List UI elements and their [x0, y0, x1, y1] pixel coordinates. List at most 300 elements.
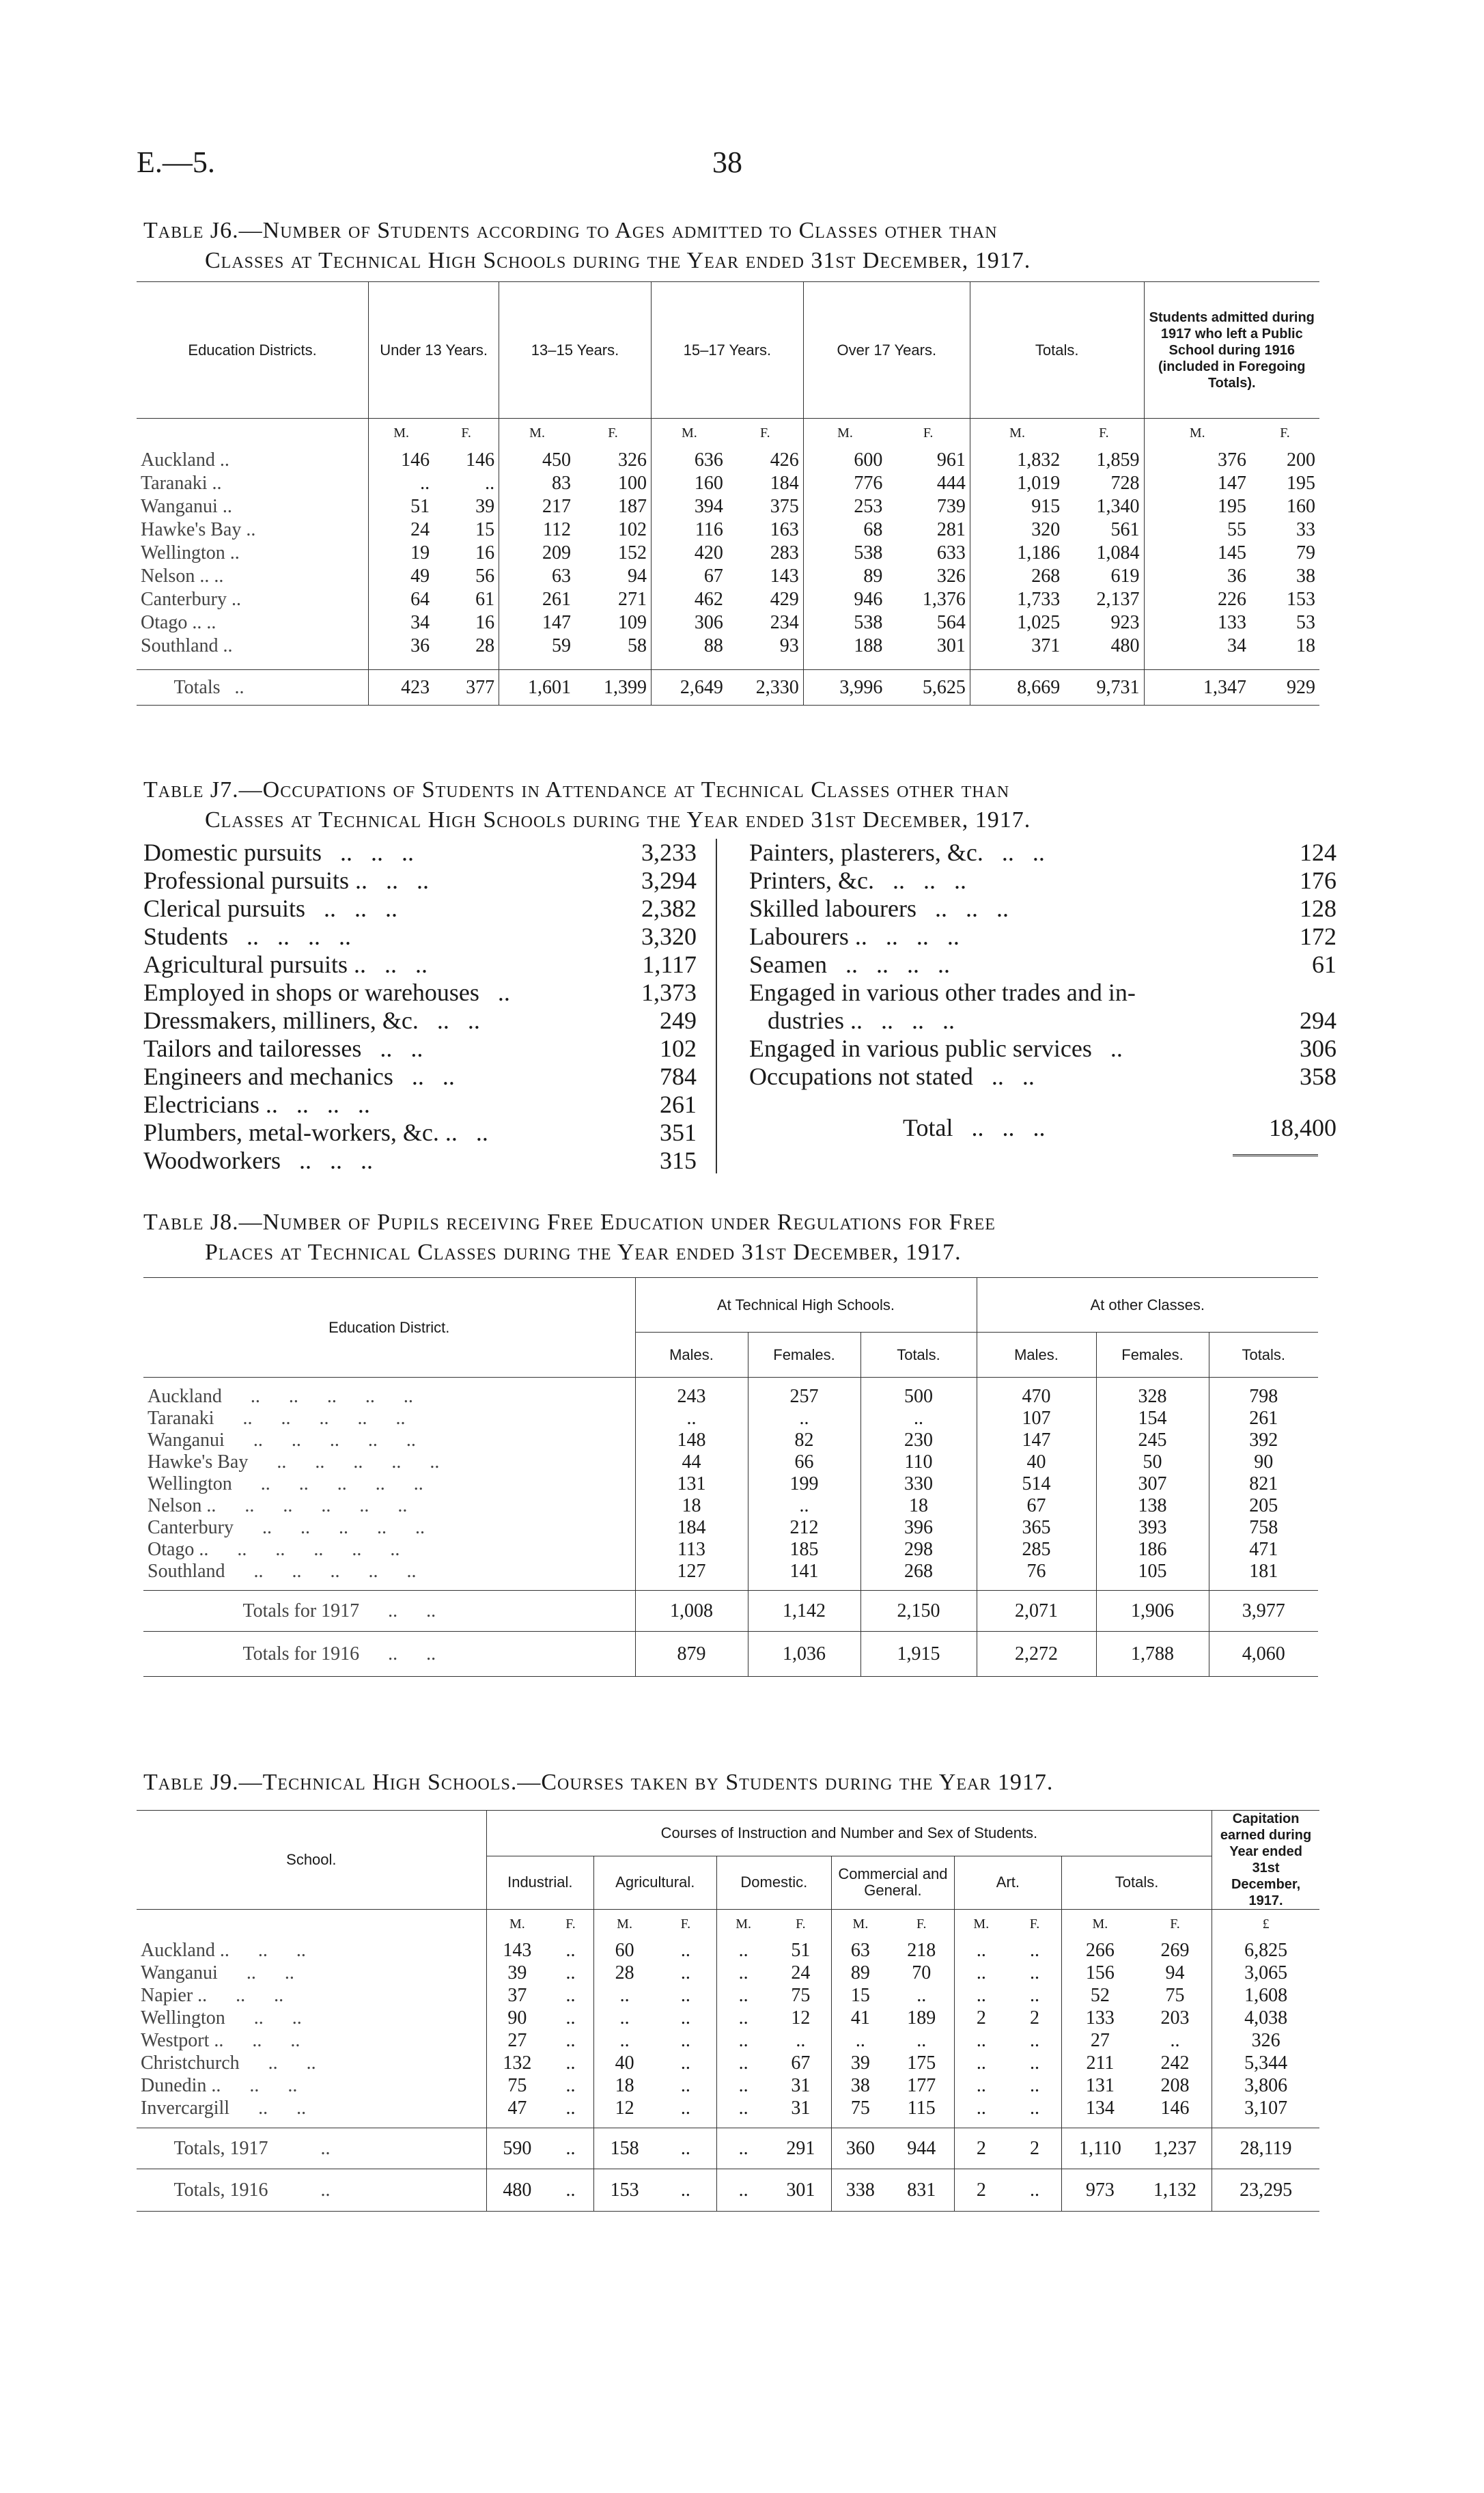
j8-cell: 471 — [1209, 1539, 1318, 1561]
j6-cell: 420 — [651, 542, 727, 565]
j9-cell: 15 — [832, 1985, 889, 2007]
j8-cell: 230 — [860, 1430, 977, 1451]
j8-cell: 2,272 — [977, 1632, 1096, 1677]
j7-occupation-label: Employed in shops or warehouses .. — [143, 979, 510, 1006]
j9-cell: .. — [565, 1962, 576, 1983]
j6-cell: 564 — [936, 611, 966, 633]
j9-school-name: Wellington .. .. — [141, 2007, 302, 2029]
j9-header-totals: Totals. — [1062, 1856, 1212, 1909]
j8-cell: 514 — [977, 1473, 1096, 1495]
j8-cell: 392 — [1209, 1430, 1318, 1451]
j9-cell: 39 — [832, 2052, 889, 2075]
j9-cell: .. — [593, 2030, 655, 2052]
j6-cell: 301 — [936, 635, 966, 656]
j6-cell: 444 — [936, 472, 966, 494]
j9-cell: 18 — [593, 2075, 655, 2098]
j6-cell: 163 — [770, 518, 799, 540]
j9-cell: 590 — [486, 2128, 548, 2169]
j6-district-name: Taranaki .. — [141, 472, 222, 494]
j8-cell: 131 — [635, 1473, 748, 1495]
j6-cell: 226 — [1144, 588, 1250, 611]
j9-cell: .. — [680, 2179, 690, 2201]
j9-school-name: Invercargill .. .. — [141, 2098, 307, 2119]
table-j8-title — [143, 1208, 1332, 1268]
j9-cell: 133 — [1062, 2007, 1138, 2030]
j9-cell: .. — [565, 1985, 576, 2006]
j7-column-divider — [716, 839, 717, 1173]
j6-cell: 915 — [970, 495, 1064, 518]
j7-occupation-value: 102 — [660, 1035, 697, 1062]
j7-occupation-row — [143, 895, 697, 923]
table-j6-title — [143, 216, 1332, 276]
j7-occupation-label: Electricians .. .. .. .. — [143, 1091, 370, 1118]
j6-cell: 2,649 — [651, 670, 727, 706]
j6-cell: 147 — [499, 611, 575, 635]
j6-district-name: Hawke's Bay .. — [141, 518, 256, 540]
j7-occupation-value: 358 — [1300, 1063, 1336, 1090]
j9-cell: 2 — [954, 2128, 1008, 2169]
j6-cell: 34 — [369, 611, 434, 635]
j9-cell: 211 — [1062, 2052, 1138, 2075]
j6-district-name: Wellington .. — [141, 542, 240, 563]
j6-cell: 923 — [1110, 611, 1140, 633]
j9-cell: .. — [716, 2128, 770, 2169]
j6-cell: 143 — [770, 565, 799, 587]
j9-row — [137, 2075, 1319, 2098]
j7-occupation-row — [143, 867, 697, 895]
j6-mf-label: M. — [803, 419, 886, 449]
j8-cell: 285 — [977, 1539, 1096, 1561]
j9-cell: .. — [680, 2098, 690, 2119]
j7-total-rule — [1233, 1154, 1318, 1156]
j6-cell: 728 — [1110, 472, 1140, 494]
j8-cell: 307 — [1096, 1473, 1209, 1495]
j6-cell: 109 — [617, 611, 647, 633]
j6-cell: 184 — [770, 472, 799, 494]
j6-cell: 88 — [651, 635, 727, 658]
j6-header-13-15: 13–15 Years. — [499, 282, 652, 419]
j8-totals-row — [143, 1632, 1318, 1677]
j8-district-name: Hawke's Bay .. .. .. .. .. — [148, 1451, 440, 1473]
j6-cell: 153 — [1287, 588, 1315, 610]
j6-cell: 34 — [1144, 635, 1250, 658]
table-j7-title-line1: Table J7.—Occupations of Students in Attendance at Technical Classes other than — [143, 777, 1010, 803]
j8-cell: 1,142 — [748, 1591, 860, 1632]
j6-cell: 28 — [475, 635, 495, 656]
j8-header-totals: Totals. — [1209, 1333, 1318, 1378]
j8-district-name: Southland .. .. .. .. .. — [148, 1560, 417, 1582]
j6-cell: 59 — [499, 635, 575, 658]
j9-header-art: Art. — [954, 1856, 1061, 1909]
j6-cell: 64 — [369, 588, 434, 611]
j9-cell: .. — [680, 1985, 690, 2006]
j9-school-name: Westport .. .. .. — [141, 2030, 300, 2051]
j9-row — [137, 2052, 1319, 2075]
table-j6-title-line1: Table J6.—Number of Students according to Ages admitted to Classes other than — [143, 218, 998, 243]
j8-district-name: Auckland .. .. .. .. .. — [148, 1385, 413, 1407]
j6-cell: 619 — [1110, 565, 1140, 587]
j6-mf-label: F. — [1280, 426, 1290, 441]
j9-school-name: Christchurch .. .. — [141, 2052, 316, 2074]
j9-cell: 973 — [1062, 2169, 1138, 2212]
j9-cell: 38 — [832, 2075, 889, 2098]
j9-cell: 189 — [907, 2007, 936, 2029]
j7-total-label: Total .. .. .. — [903, 1114, 1046, 1141]
j6-cell: 375 — [770, 495, 799, 517]
j8-cell: 1,906 — [1096, 1591, 1209, 1632]
j9-cell: .. — [1029, 1962, 1039, 1983]
j9-totals-row — [137, 2169, 1319, 2212]
j9-cell: 208 — [1160, 2075, 1190, 2096]
j9-cell: 153 — [593, 2169, 655, 2212]
j8-cell: .. — [748, 1495, 860, 1517]
j9-cell: 115 — [907, 2098, 936, 2119]
j6-cell: 1,025 — [970, 611, 1064, 635]
j7-occupation-value: 1,117 — [642, 951, 697, 978]
j6-cell: 1,376 — [922, 588, 966, 610]
j6-cell: 1,019 — [970, 472, 1064, 495]
j9-cell: .. — [716, 2007, 770, 2030]
j8-district-name: Canterbury .. .. .. .. .. — [148, 1516, 425, 1538]
j9-cell: .. — [916, 2030, 927, 2051]
j8-cell: 186 — [1096, 1539, 1209, 1561]
j6-cell: 93 — [779, 635, 799, 656]
j8-cell: 393 — [1096, 1517, 1209, 1539]
j8-cell: 245 — [1096, 1430, 1209, 1451]
j9-school-name: Dunedin .. .. .. — [141, 2075, 298, 2096]
j6-mf-label: F. — [760, 426, 770, 441]
j6-cell: 5,625 — [922, 676, 966, 698]
j8-row — [143, 1473, 1318, 1495]
j9-cell: .. — [716, 2052, 770, 2075]
j9-mf-label: F. — [565, 1917, 576, 1932]
j7-occupation-label: Printers, &c. .. .. .. — [749, 867, 966, 894]
j8-cell: 365 — [977, 1517, 1096, 1539]
j6-mf-label: M. — [499, 419, 575, 449]
j9-cell: 31 — [791, 2098, 811, 2119]
j6-cell: 100 — [617, 472, 647, 494]
j9-cell: 12 — [791, 2007, 811, 2029]
table-j7-title-line2: Classes at Technical High Schools during the Year ended 31st December, 1917. — [205, 807, 1031, 833]
j8-district-name: Wanganui .. .. .. .. .. — [148, 1429, 416, 1451]
j6-cell: 1,399 — [603, 676, 647, 698]
j9-mf-label: F. — [1170, 1917, 1180, 1932]
j6-cell: 147 — [1144, 472, 1250, 495]
j7-occupation-label: Woodworkers .. .. .. — [143, 1147, 374, 1174]
j6-row — [137, 588, 1319, 611]
j7-occupation-label: Engineers and mechanics .. .. — [143, 1063, 455, 1090]
j8-cell: 243 — [635, 1386, 748, 1408]
j9-cell: 2 — [954, 2169, 1008, 2212]
j7-occupation-value: 61 — [1312, 951, 1336, 978]
j6-mf-label: M. — [369, 419, 434, 449]
j9-header-commercial: Commercial and General. — [832, 1856, 955, 1909]
j9-cell: .. — [716, 2169, 770, 2212]
j6-cell: 55 — [1144, 518, 1250, 542]
j7-occupation-label: Clerical pursuits .. .. .. — [143, 895, 397, 922]
j7-occupation-label: Tailors and tailoresses .. .. — [143, 1035, 423, 1062]
j8-cell: 90 — [1209, 1451, 1318, 1473]
j7-occupation-label: Professional pursuits .. .. .. — [143, 867, 429, 894]
j7-occupation-label: Plumbers, metal-workers, &c. .. .. — [143, 1119, 488, 1146]
j9-cell: .. — [954, 1985, 1008, 2007]
j6-cell: 633 — [936, 542, 966, 563]
j6-cell: 271 — [617, 588, 647, 610]
j6-district-name: Totals .. — [141, 676, 244, 698]
j6-cell: 24 — [369, 518, 434, 542]
j9-cell: 3,065 — [1212, 1962, 1319, 1985]
j8-cell: 257 — [748, 1386, 860, 1408]
j9-cell: .. — [680, 1962, 690, 1983]
j8-district-name: Taranaki .. .. .. .. .. — [148, 1407, 406, 1429]
j9-cell: 4,038 — [1212, 2007, 1319, 2030]
j9-cell: 51 — [791, 1940, 811, 1961]
j9-cell: 6,825 — [1212, 1940, 1319, 1962]
j9-school-name: Totals, 1917 .. — [141, 2137, 331, 2159]
report-reference: E.—5. — [137, 145, 215, 179]
j8-cell: 330 — [860, 1473, 977, 1495]
j6-cell: 450 — [499, 449, 575, 472]
j6-cell: 102 — [617, 518, 647, 540]
j9-cell: .. — [954, 1940, 1008, 1962]
j6-cell: 281 — [936, 518, 966, 540]
j6-cell: 36 — [369, 635, 434, 658]
j8-cell: 3,977 — [1209, 1591, 1318, 1632]
j9-pound-sign: £ — [1212, 1910, 1319, 1940]
j8-totals-row — [143, 1591, 1318, 1632]
j9-cell: 27 — [486, 2030, 548, 2052]
j9-mf-label: M. — [1062, 1910, 1138, 1940]
j9-mf-label: F. — [796, 1917, 806, 1932]
j6-row — [137, 565, 1319, 588]
j7-occupation-row — [749, 1035, 1336, 1063]
j8-header-totals: Totals. — [860, 1333, 977, 1378]
j9-cell: 2 — [1029, 2137, 1039, 2159]
j6-cell: 423 — [369, 670, 434, 706]
j8-cell: 76 — [977, 1561, 1096, 1583]
j7-occupation-label: Painters, plasterers, &c. .. .. — [749, 839, 1045, 866]
j9-mf-label: F. — [916, 1917, 927, 1932]
j6-cell: 187 — [617, 495, 647, 517]
j6-cell: 195 — [1144, 495, 1250, 518]
j6-cell: 1,186 — [970, 542, 1064, 565]
j7-left-column — [143, 839, 697, 1175]
j9-cell: .. — [1029, 2179, 1039, 2201]
j7-occupation-value: 784 — [660, 1063, 697, 1090]
j6-cell: 1,340 — [1096, 495, 1140, 517]
j8-cell: 113 — [635, 1539, 748, 1561]
j8-cell: 185 — [748, 1539, 860, 1561]
j9-school-name: Auckland .. .. .. — [141, 1940, 306, 1961]
j6-cell: 160 — [1287, 495, 1315, 517]
j8-cell: 18 — [860, 1495, 977, 1517]
j9-cell: 291 — [786, 2137, 815, 2159]
j6-cell: 16 — [475, 611, 495, 633]
j6-cell: 1,832 — [970, 449, 1064, 472]
j6-cell: 929 — [1287, 676, 1315, 698]
j7-occupation-row — [749, 923, 1336, 951]
j9-mf-label: F. — [1029, 1917, 1040, 1932]
j9-cell: 2 — [1029, 2007, 1039, 2029]
j9-cell: .. — [1029, 2030, 1039, 2051]
j9-cell: 156 — [1062, 1962, 1138, 1985]
j9-cell: .. — [565, 2098, 576, 2119]
j9-cell: 89 — [832, 1962, 889, 1985]
j9-cell: .. — [565, 2052, 576, 2074]
j7-occupation-value: 128 — [1300, 895, 1336, 922]
j9-mf-label: M. — [954, 1910, 1008, 1940]
j6-cell: 36 — [1144, 565, 1250, 588]
j7-occupation-value: 294 — [1300, 1007, 1336, 1034]
j7-occupation-label: Agricultural pursuits .. .. .. — [143, 951, 428, 978]
j6-row — [137, 495, 1319, 518]
j8-header-males: Males. — [977, 1333, 1096, 1378]
j9-cell: 1,132 — [1153, 2179, 1196, 2201]
j8-cell: 82 — [748, 1430, 860, 1451]
j6-cell: 61 — [475, 588, 495, 610]
j7-right-column — [749, 839, 1336, 1091]
j9-cell: 143 — [486, 1940, 548, 1962]
j7-occupation-label: dustries .. .. .. .. — [749, 1007, 955, 1034]
j7-occupation-label: Seamen .. .. .. .. — [749, 951, 950, 978]
j8-header-males: Males. — [635, 1333, 748, 1378]
j8-cell: 67 — [977, 1495, 1096, 1517]
j6-cell: 371 — [970, 635, 1064, 658]
j9-cell: .. — [680, 2030, 690, 2051]
j6-cell: 1,733 — [970, 588, 1064, 611]
j9-cell: 3,107 — [1212, 2098, 1319, 2120]
table-j7-title — [143, 775, 1332, 835]
j6-cell: 133 — [1144, 611, 1250, 635]
page-header — [137, 145, 1352, 186]
j9-cell: 12 — [593, 2098, 655, 2120]
j8-cell: 40 — [977, 1451, 1096, 1473]
j6-cell: 16 — [475, 542, 495, 563]
j6-cell: 68 — [803, 518, 886, 542]
j9-mf-label: M. — [716, 1910, 770, 1940]
j7-occupation-value: 261 — [660, 1091, 697, 1118]
j8-row — [143, 1451, 1318, 1473]
j6-cell: 739 — [936, 495, 966, 517]
j7-occupation-label: Labourers .. .. .. .. — [749, 923, 960, 950]
j6-cell: 253 — [803, 495, 886, 518]
j9-cell: 60 — [593, 1940, 655, 1962]
j9-cell: 63 — [832, 1940, 889, 1962]
j9-cell: .. — [954, 2075, 1008, 2098]
j8-cell: 107 — [977, 1408, 1096, 1430]
j9-cell: .. — [680, 2137, 690, 2159]
j9-cell: 146 — [1160, 2098, 1190, 2119]
j9-school-name: Napier .. .. .. — [141, 1985, 284, 2006]
j6-cell: 426 — [770, 449, 799, 471]
j9-cell: .. — [954, 2098, 1008, 2120]
j6-cell: 116 — [651, 518, 727, 542]
j9-row — [137, 2007, 1319, 2030]
table-j6 — [137, 281, 1319, 706]
j7-occupation-value: 351 — [660, 1119, 697, 1146]
j9-cell: 24 — [791, 1962, 811, 1983]
j9-header-domestic: Domestic. — [716, 1856, 831, 1909]
j8-row — [143, 1430, 1318, 1451]
table-j9 — [137, 1810, 1319, 2212]
j8-cell: 18 — [635, 1495, 748, 1517]
j9-cell: 269 — [1160, 1940, 1190, 1961]
j6-mf-label: M. — [1144, 419, 1250, 449]
j6-header-district: Education Districts. — [188, 341, 317, 359]
j8-cell: .. — [860, 1408, 977, 1430]
j8-row — [143, 1561, 1318, 1583]
j6-cell: 58 — [627, 635, 647, 656]
j6-mf-blank — [137, 419, 369, 449]
j9-cell: 75 — [486, 2075, 548, 2098]
j9-cell: .. — [832, 2030, 889, 2052]
j7-occupation-label: Skilled labourers .. .. .. — [749, 895, 1009, 922]
j9-cell: .. — [716, 1962, 770, 1985]
j8-cell: 205 — [1209, 1495, 1318, 1517]
j7-occupation-label: Students .. .. .. .. — [143, 923, 352, 950]
j6-cell: 1,601 — [499, 670, 575, 706]
j9-cell: .. — [1029, 2075, 1039, 2096]
j9-school-name: Wanganui .. .. — [141, 1962, 294, 1983]
j6-cell: 429 — [770, 588, 799, 610]
j8-cell: 44 — [635, 1451, 748, 1473]
j9-cell: 90 — [486, 2007, 548, 2030]
j9-cell: 27 — [1062, 2030, 1138, 2052]
j8-cell: 268 — [860, 1561, 977, 1583]
j9-mf-label: M. — [832, 1910, 889, 1940]
j9-row — [137, 2098, 1319, 2120]
j6-cell: 188 — [803, 635, 886, 658]
j7-occupation-label: Engaged in various other trades and in- — [749, 979, 1136, 1006]
j6-cell: 946 — [803, 588, 886, 611]
j7-occupation-row — [143, 1063, 697, 1091]
j8-cell: 154 — [1096, 1408, 1209, 1430]
j9-cell: 1,608 — [1212, 1985, 1319, 2007]
j6-cell: 53 — [1296, 611, 1315, 633]
j8-cell: 1,788 — [1096, 1632, 1209, 1677]
j7-occupation-label: Dressmakers, milliners, &c. .. .. — [143, 1007, 480, 1034]
j6-cell: 112 — [499, 518, 575, 542]
j8-cell: 821 — [1209, 1473, 1318, 1495]
j9-cell: .. — [954, 1962, 1008, 1985]
j9-cell: 2 — [954, 2007, 1008, 2030]
j9-cell: .. — [593, 2007, 655, 2030]
j6-cell: 261 — [499, 588, 575, 611]
j9-cell: 301 — [786, 2179, 815, 2201]
j8-cell: 758 — [1209, 1517, 1318, 1539]
j6-cell: 51 — [369, 495, 434, 518]
j8-cell: .. — [748, 1408, 860, 1430]
j6-cell: 146 — [369, 449, 434, 472]
j6-cell: 89 — [803, 565, 886, 588]
j6-cell: 376 — [1144, 449, 1250, 472]
j9-row — [137, 1962, 1319, 1985]
j6-cell: 160 — [651, 472, 727, 495]
j6-district-name: Wanganui .. — [141, 495, 232, 517]
j8-district-name: Nelson .. .. .. .. .. .. — [148, 1494, 408, 1516]
j9-cell: 5,344 — [1212, 2052, 1319, 2075]
j9-cell: 3,806 — [1212, 2075, 1319, 2098]
j8-cell: 2,071 — [977, 1591, 1096, 1632]
j7-occupation-row — [749, 895, 1336, 923]
j8-cell: 181 — [1209, 1561, 1318, 1583]
j8-cell: 141 — [748, 1561, 860, 1583]
table-j9-title — [143, 1768, 1332, 1798]
j7-occupation-row — [143, 1035, 697, 1063]
j7-occupation-value: 3,320 — [641, 923, 697, 950]
j8-row — [143, 1495, 1318, 1517]
j8-row — [143, 1517, 1318, 1539]
